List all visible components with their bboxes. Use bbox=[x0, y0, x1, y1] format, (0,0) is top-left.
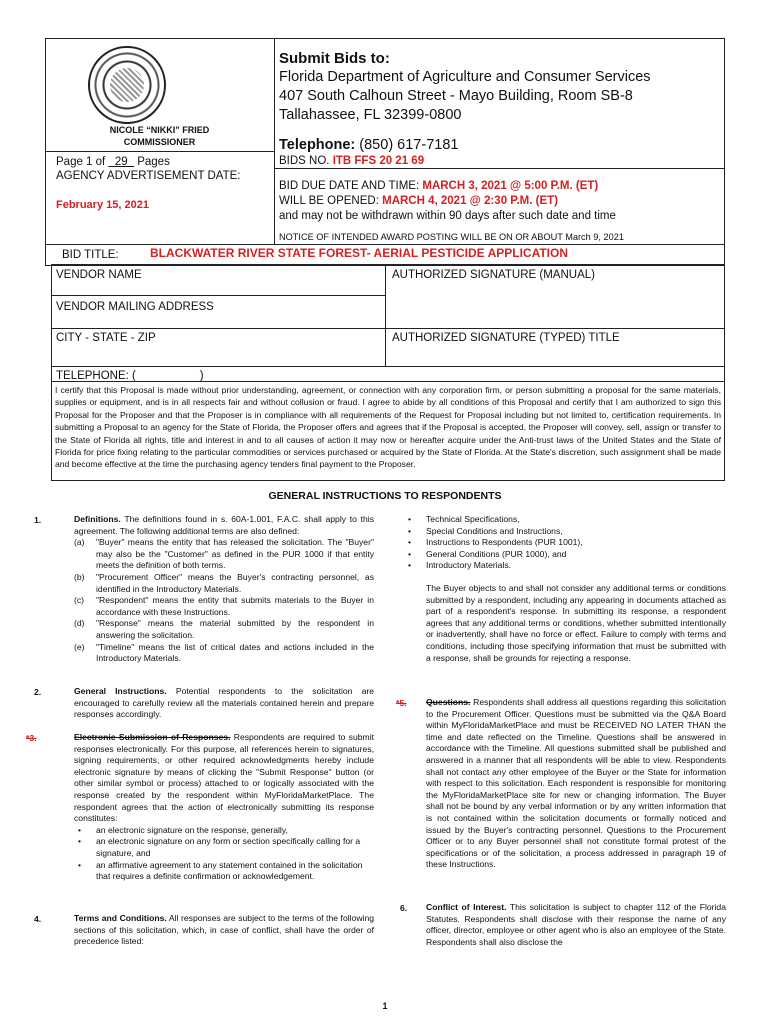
vendor-name-field[interactable]: VENDOR NAME bbox=[56, 269, 142, 281]
page-count: Page 1 of 29 Pages bbox=[56, 156, 170, 168]
department-seal bbox=[88, 46, 166, 124]
telephone: Telephone: (850) 617-7181 bbox=[279, 137, 459, 153]
form-divider-3 bbox=[51, 366, 725, 367]
address-line-2: 407 South Calhoun Street - Mayo Building, Room SB-8 bbox=[279, 88, 633, 104]
vendor-mailing-field[interactable]: VENDOR MAILING ADDRESS bbox=[56, 301, 214, 313]
right-section-5: *5. Questions. Respondents shall address all questions regarding this solicitation to the Procurement Officer. Questions must be submitted via the Q&A Board within MyFloridaMarketPlace and must be RECEIVED NO LATER THAN the time and date reflected on the Timeline. Questions shall be answered in accordance with the Timeline. All questions submitted shall be published and answered in a manner that all respondents will be able to view. Respondents shall not contact any other employee of the Buyer or the State for information with respect to this solicitation. Each respondent is responsible for monitoring the MyFloridaMarketPlace site for new or changing information. The Buyer shall not be bound by any verbal information or by any written information that is not contained within the solicitation documents or formally noticed and issued by the Buyer's contracting personnel. Questions to the Procurement Officer or to any Buyer personnel shall not constitute formal protest of the specifications or of the solicitation, a process addressed in paragraph 19 of these Instructions. bbox=[396, 697, 726, 870]
right-column-list: • Technical Specifications, • Special Conditions and Instructions, • Instructions to Respondents (PUR 1001), • General Conditions (PUR 1000), and • Introductory Materials. The Buyer objects to and shall not consider any additional terms or conditions submitted by a respondent, including any appearing in documents attached as part of a respondent's response. In submitting its response, a respondent agrees that any additional terms or conditions, whether submitted intentionally or inadvertently, shall have no force or effect. Failure to comply with terms and conditions, including those specifying information that must be submitted with a response, shall be grounds for rejecting a response. bbox=[426, 514, 726, 664]
header-divider bbox=[274, 38, 275, 244]
section-questions: Questions. Respondents shall address all questions regarding this solicitation to the Procurement Officer. Questions must be submitted via the Q&A Board within MyFloridaMarketPlace and must be RECEIVED NO LATER THAN the time and date reflected on the Timeline. Questions shall be answered in accordance with the Timeline. All questions submitted shall be published and answered in a manner that all respondents will be able to view. Respondents shall not contact any other employee of the Buyer or the State for information with respect to this solicitation. Each respondent is responsible for monitoring the MyFloridaMarketPlace site for new or changing information. The Buyer shall not be bound by any verbal information or by any written information that is not contained within the solicitation documents or formally noticed and issued by the Buyer's contracting personnel. Questions to the Procurement Officer or to any Buyer personnel shall not constitute formal protest of the specifications or of the solicitation, a process addressed in paragraph 19 of these Instructions. bbox=[426, 697, 726, 870]
section-electronic-submission: Electronic Submission of Responses. Respondents are required to submit responses electronically. For this purpose, all references herein to signatures, signing requirements, or other required acknowledgments hereby include electronic signature by means of clicking the "Submit Response" button (or other similar symbol or process) attached to or logically associated with the response created by the respondent within MyFloridaMarketPlace. The respondent agrees that the action of electronically submitting its response constitutes: bbox=[74, 732, 374, 824]
form-divider-2 bbox=[51, 328, 725, 329]
general-instructions-title: GENERAL INSTRUCTIONS TO RESPONDENTS bbox=[268, 490, 502, 502]
award-notice: NOTICE OF INTENDED AWARD POSTING WILL BE ON OR ABOUT March 9, 2021 bbox=[279, 232, 624, 242]
left-column: 1. Definitions. The definitions found in s. 60A-1.001, F.A.C. shall apply to this agreement. The following additional terms are also defined: (a) "Buyer" means the entity that has released the solicitation. The "Buyer" may also be the "Customer" as defined in the PUR 1000 if that entity meets the definition of both terms. (b) "Procurement Officer" means the Buyer's contracting personnel, as identified in the Introductory Materials. (c) "Respondent" means the entity that submits materials to the Buyer in accordance with these Instructions. (d) "Response" means the material submitted by the respondent in answering the solicitation. (e) "Timeline" means the list of critical dates and actions included in the Introductory Materials. bbox=[34, 514, 374, 664]
agency-ad-label: AGENCY ADVERTISEMENT DATE: bbox=[56, 170, 241, 182]
header-divider-h2 bbox=[274, 168, 725, 169]
right-section-6: 6. Conflict of Interest. This solicitation is subject to chapter 112 of the Florida Statutes. Respondents shall disclose with their response the name of any officer, director, employee or other agent who is also an employee of the State. Respondents shall also disclose the bbox=[400, 902, 726, 947]
address-line-1: Florida Department of Agriculture and Consumer Services bbox=[279, 69, 651, 85]
form-divider-1 bbox=[51, 295, 385, 296]
bid-title-value: BLACKWATER RIVER STATE FOREST- AERIAL PESTICIDE APPLICATION bbox=[150, 246, 569, 260]
submit-title: Submit Bids to: bbox=[279, 50, 390, 67]
agency-ad-date: February 15, 2021 bbox=[56, 199, 149, 211]
vendor-form bbox=[51, 264, 725, 382]
auth-signature-typed-field[interactable]: AUTHORIZED SIGNATURE (TYPED) TITLE bbox=[392, 332, 620, 344]
withdraw-note: and may not be withdrawn within 90 days after such date and time bbox=[279, 210, 616, 222]
header-divider-h1 bbox=[45, 151, 274, 152]
telephone-field[interactable]: TELEPHONE: ( ) bbox=[56, 370, 204, 382]
city-state-zip-field[interactable]: CITY - STATE - ZIP bbox=[56, 332, 156, 344]
section-terms-conditions: Terms and Conditions. All responses are subject to the terms of the following sections of this solicitation, which, in case of conflict, shall have the order of precedence listed: bbox=[74, 913, 375, 947]
bids-number: BIDS NO. ITB FFS 20 21 69 bbox=[279, 155, 425, 167]
left-section-4: 4. Terms and Conditions. All responses are subject to the terms of the following sections of this solicitation, which, in case of conflict, shall have the order of precedence listed: bbox=[34, 913, 375, 947]
commissioner-title: COMMISSIONER bbox=[123, 137, 196, 147]
form-divider-v bbox=[385, 264, 386, 328]
page-number: 1 bbox=[382, 1001, 388, 1011]
section-conflict-of-interest: Conflict of Interest. This solicitation is subject to chapter 112 of the Florida Statutes. Respondents shall disclose with their response the name of any officer, director, employee or other agent who is also an employee of the State. Respondents shall also disclose the bbox=[426, 902, 726, 947]
bid-title-label: BID TITLE: bbox=[62, 249, 119, 261]
left-section-2: 2. General Instructions. Potential respondents to the solicitation are encouraged to carefully review all the materials contained herein and prepare responses accordingly. bbox=[34, 686, 374, 720]
section-general-instructions: General Instructions. Potential respondents to the solicitation are encouraged to carefully review all the materials contained herein and prepare responses accordingly. bbox=[74, 686, 374, 720]
bid-due-date: BID DUE DATE AND TIME: MARCH 3, 2021 @ 5:00 P.M. (ET) bbox=[279, 180, 599, 192]
left-section-3: *3. Electronic Submission of Responses. Respondents are required to submit responses electronically. For this purpose, all references herein to signatures, signing requirements, or other required acknowledgments hereby include electronic signature by means of clicking the "Submit Response" button (or other similar symbol or process) attached to or logically associated with the response created by the respondent within MyFloridaMarketPlace. The respondent agrees that the action of electronically submitting its response constitutes: • an electronic signature on the response, generally, • an electronic signature on any form or section specifically calling for a signature, and • an affirmative agreement to any statement contained in the solicitation that requires a definite confirmation or acknowledgement. bbox=[34, 732, 374, 883]
commissioner-name: NICOLE “NIKKI” FRIED bbox=[109, 125, 210, 135]
bid-opened-date: WILL BE OPENED: MARCH 4, 2021 @ 2:30 P.M. (ET) bbox=[279, 195, 558, 207]
header-divider-h3 bbox=[45, 244, 725, 245]
auth-signature-manual-field[interactable]: AUTHORIZED SIGNATURE (MANUAL) bbox=[392, 269, 595, 281]
section-definitions: Definitions. The definitions found in s. 60A-1.001, F.A.C. shall apply to this agreement. The following additional terms are also defined: bbox=[74, 514, 374, 536]
address-line-3: Tallahassee, FL 32399-0800 bbox=[279, 107, 462, 123]
form-divider-v2 bbox=[385, 328, 386, 366]
objects-paragraph: The Buyer objects to and shall not consider any additional terms or conditions submitted by a respondent, including any appearing in documents attached as part of a respondent's response. In submitting its response, a respondent agrees that any additional terms or conditions, whether submitted intentionally or inadvertently, shall have no force or effect. Failure to comply with terms and conditions, including those specifying information that must be submitted with a response, shall be grounds for rejecting a response. bbox=[426, 582, 726, 663]
certification-text: I certify that this Proposal is made without prior understanding, agreement, or connection with any corporation firm, or person submitting a proposal for the same materials, supplies or equipment, and is in all respects fair and without collusion or fraud. I agree to abide by all conditions of this Proposal and certify that I am authorized to sign this Proposal for the Proposer and that the Proposer is in compliance with all requirements of the Request for Proposal including but not limited to, certification requirements. In submitting a Proposal to an agency for the State of Florida, the Proposer offers and agrees that if the Proposal is accepted, the Proposer will convey, sell, assign or transfer to the State of Florida all rights, title and interest in and to all causes of action it may now or hereafter acquire under the Anti-trust laws of the United States and the State of Florida for price fixing relating to the particular commodities or services purchased or acquired by the State of Florida. At the State's discretion, such assignment shall be made and become effective at the time the purchasing agency tenders final payment to the Proposer. bbox=[55, 385, 721, 470]
